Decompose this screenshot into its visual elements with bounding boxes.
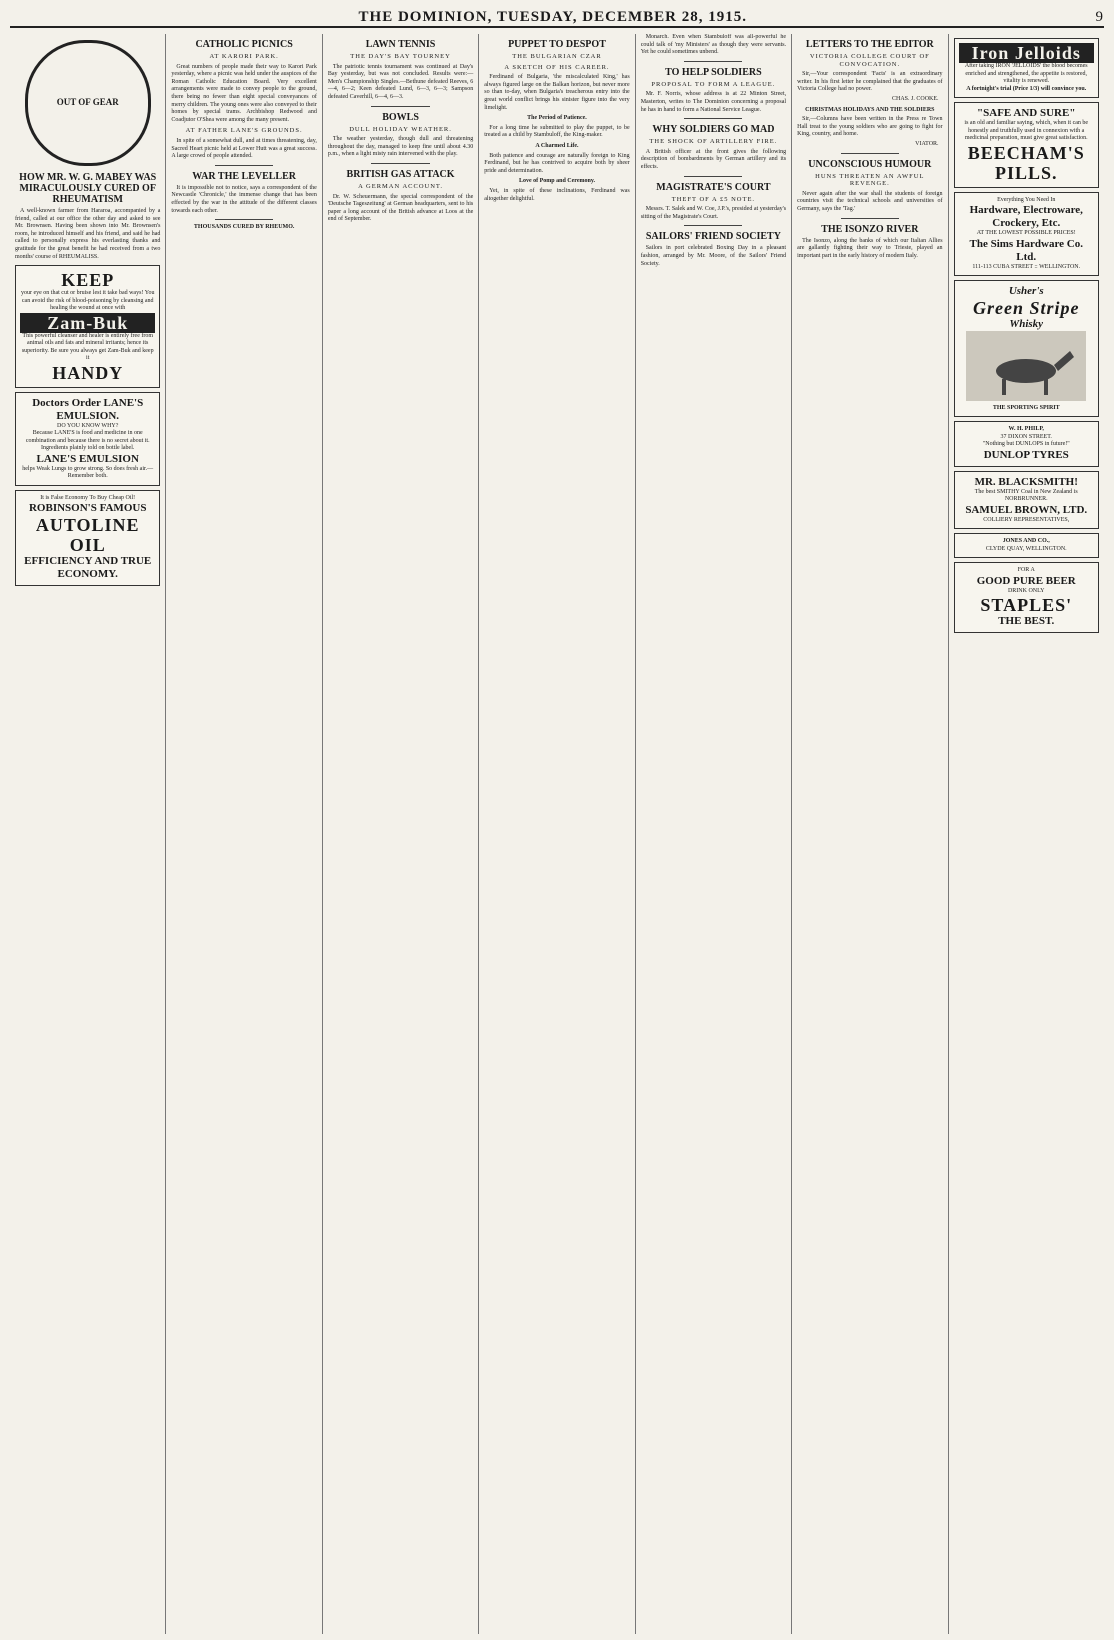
sketch-career-sub: A SKETCH OF HIS CAREER.	[504, 63, 610, 71]
karori-park-sub: AT KARORI PARK.	[209, 53, 279, 60]
keep-body: your eye on that cut or bruise lest it take bad ways! You can avoid the risk of blood-poisoning by cleansing and healing the wound at once with	[20, 290, 155, 312]
divider	[684, 61, 742, 62]
lawn-tennis-headline: LAWN TENNIS	[365, 39, 436, 50]
signature-cooke: CHAS. J. COOKE.	[892, 95, 939, 102]
divider	[215, 165, 273, 166]
letters-headline: LETTERS TO THE EDITOR	[805, 39, 934, 50]
isonzo-headline: THE ISONZO RIVER	[821, 223, 919, 235]
iron-jelloids-body: After taking IRON 'JELLOIDS' the blood becomes enriched and strengthened, the appetite is restored, vitality is renewed.	[964, 63, 1088, 84]
days-bay-sub: THE DAY'S BAY TOURNEY	[350, 53, 451, 60]
beechams-ad	[954, 102, 1099, 188]
column-4	[479, 34, 635, 1634]
ferdinand-body: Ferdinand of Bulgaria, 'the miscalculated King,' has always figured large on the Balkan horizon, but never more so than to-day, when Bulgaria's treacherous entry into the great world conflict brings his sinister figure into the very limelight.	[484, 74, 630, 111]
charmed-life-sub: A Charmed Life.	[535, 142, 579, 149]
unconscious-humour-headline: UNCONSCIOUS HUMOUR	[808, 158, 932, 170]
charmed-life-body: Both patience and courage are naturally foreign to King Ferdinand, but he has contrived to acquire both by sheer pride and determination.	[484, 152, 630, 174]
divider	[684, 225, 742, 226]
seal-text: OUT OF GEAR	[56, 97, 119, 108]
convocation-body: Sir,—Your correspondent 'Facts' is an extraordinary writer. In his first letter he complained that the graduates of Victoria College had no power.	[797, 71, 943, 93]
sims-hardware-ad	[954, 192, 1099, 277]
pomp-ceremony-sub: Love of Pomp and Ceremony.	[518, 178, 595, 185]
out-of-gear-seal	[25, 40, 151, 166]
zambuk-body: This powerful cleanser and healer is entirely free from animal oils and fats and mineral irritants; hence its superiority. Be sure you always get Zam-Buk and keep it	[21, 332, 154, 362]
sailors-friend-body: Sailors in port celebrated Boxing Day in a pleasant fashion, arranged by Mr. Moore, of the Sailors' Friend Society.	[640, 245, 787, 267]
iron-jelloids-trial: A fortnight's trial (Price 1/3) will convince you.	[966, 85, 1087, 92]
dull-weather-sub: DULL HOLIDAY WEATHER.	[349, 125, 452, 133]
tennis-body: The patriotic tennis tournament was continued at Day's Bay yesterday, but was not concluded. Results were:— Men's Championship Singles.—Bethune defeated Reeves, 6—4, 6—2; Keen defeated Lund, 6—3, 6—3; Sampson defeated Caverhill, 6—4, 6—3.	[327, 63, 474, 100]
masthead-title: THE DOMINION, TUESDAY, DECEMBER 28, 1915.	[358, 9, 747, 25]
staples-line1: FOR A	[1017, 567, 1035, 574]
column-2	[166, 34, 322, 1634]
zambuk-logo: Zam-Buk	[20, 313, 155, 333]
jones-line2: CLYDE QUAY, WELLINGTON.	[985, 545, 1067, 552]
divider	[841, 153, 899, 154]
column-7	[949, 34, 1104, 1634]
convocation-sub: VICTORIA COLLEGE COURT OF CONVOCATION.	[809, 53, 930, 68]
autoline-line2: ROBINSON'S FAMOUS	[28, 502, 147, 515]
pomp-body: Yet, in spite of these inclinations, Ferdinand was altogether delightful.	[484, 187, 630, 202]
dunlop-line1: "Nothing but DUNLOPS in future!"	[982, 441, 1070, 448]
soldiers-mad-body: A British officer at the front gives the following description of bombardments by German artillery and its effects.	[640, 148, 787, 170]
mabey-headline: HOW MR. W. G. MABEY WAS MIRACULOUSLY CURED OF RHEUMATISM	[19, 172, 157, 205]
autoline-line5: EFFICIENCY AND TRUE ECONOMY.	[24, 555, 152, 581]
soldiers-mad-headline: WHY SOLDIERS GO MAD	[652, 124, 775, 136]
league-sub: PROPOSAL TO FORM A LEAGUE.	[651, 80, 776, 88]
divider	[371, 163, 429, 164]
handy-heading: HANDY	[52, 362, 124, 383]
sims-line3: AT THE LOWEST POSSIBLE PRICES!	[976, 230, 1076, 236]
period-patience-sub: The Period of Patience.	[527, 115, 587, 122]
sims-line4: The Sims Hardware Co. Ltd.	[969, 237, 1083, 263]
autoline-line1: It is False Economy To Buy Cheap Oil!	[40, 494, 136, 501]
signature-viator: VIATOR.	[915, 140, 939, 147]
war-leveller-headline: WAR THE LEVELLER	[192, 170, 296, 182]
divider	[684, 176, 742, 177]
divider	[371, 106, 429, 107]
philp-line2: 37 DIXON STREET.	[1000, 433, 1052, 440]
gas-attack-body: Dr. W. Scheuermann, the special correspondent of the 'Deutsche Tageszeitung' at German headquarters, sent to his paper a long account of the British advance at Loos at the end of September.	[327, 193, 474, 223]
autoline-ad	[15, 490, 160, 587]
father-lane-sub: AT FATHER LANE'S GROUNDS.	[185, 127, 303, 135]
huns-sub: HUNS THREATEN AN AWFUL REVENGE.	[815, 172, 925, 188]
lanes-ad	[15, 392, 160, 486]
mabey-body: A well-known farmer from Hararoa, accompanied by a friend, called at our office the other day and asked to see Mr. Brownsen. Having been shown into Mr. Brownsen's room, he introduced himself and his friend, and said he had called to personally express his everlasting thanks and gratitude for the great benefit he had received from a two months' course of RHEUMALISS.	[15, 208, 161, 260]
divider	[841, 218, 899, 219]
patience-body: For a long time he submitted to play the puppet, to be treated as a child by Stambuloff, the King-maker.	[484, 124, 630, 139]
staples-line4: STAPLES'	[980, 595, 1073, 616]
blacksmith-line4: COLLIERY REPRESENTATIVES,	[983, 516, 1070, 523]
philp-line1: W. H. PHILP,	[1008, 426, 1044, 433]
ushers-line4: THE SPORTING SPIRIT	[992, 404, 1060, 411]
artillery-sub: THE SHOCK OF ARTILLERY FIRE.	[649, 138, 778, 146]
ushers-ad	[954, 280, 1099, 417]
lanes-question: DO YOU KNOW WHY?	[57, 422, 119, 429]
iron-jelloids-logo: Iron Jelloids	[959, 43, 1094, 63]
christmas-soldiers-body: Sir,—Columns have been written in the Press re Town Hall treat to the young soldiers who are going to fight for King, country, and home.	[797, 116, 943, 138]
column-1	[10, 34, 166, 1634]
blacksmith-ad	[954, 471, 1099, 530]
isonzo-body: The Isonzo, along the banks of which our Italian Allies are gallantly fighting their way to Trieste, played an important part in the early history of modern Italy.	[797, 237, 943, 259]
lanes-heading: Doctors Order LANE'S EMULSION.	[32, 396, 144, 422]
safe-sure-heading: "SAFE AND SURE"	[977, 107, 1076, 119]
iron-jelloids-ad	[954, 38, 1099, 98]
page-number: 9	[1095, 9, 1104, 25]
autoline-line4: OIL	[69, 535, 106, 556]
sims-line1: Everything You Need In	[997, 196, 1056, 203]
ushers-line2: Green Stripe	[972, 298, 1080, 318]
safe-sure-body: is an old and familiar saying, which, when it can be honestly and truthfully used in connexion with a medicinal preparation, must give great satisfaction.	[964, 120, 1089, 141]
column-3	[323, 34, 479, 1634]
lanes-tagline: helps Weak Lungs to grow strong. So does fresh air.—Remember both.	[22, 465, 154, 480]
autoline-line3: AUTOLINE	[35, 515, 140, 536]
bowls-headline: BOWLS	[382, 111, 419, 123]
blacksmith-line3: SAMUEL BROWN, LTD.	[965, 503, 1088, 516]
ferdinand-continued: Monarch. Even when Stambuloff was all-powerful he could talk of 'my Ministers' as though they were servants. Yet he could sometimes unbend.	[640, 34, 787, 56]
help-soldiers-headline: TO HELP SOLDIERS	[665, 66, 762, 78]
theft-sub: THEFT OF A £5 NOTE.	[671, 195, 756, 203]
philp-dunlop-ad	[954, 421, 1099, 467]
christmas-soldiers-headline: CHRISTMAS HOLIDAYS AND THE SOLDIERS	[805, 106, 935, 113]
sailors-friend-headline: SAILORS' FRIEND SOCIETY	[645, 231, 781, 243]
help-soldiers-body: Mr. F. Norris, whose address is at 22 Minton Street, Masterton, writes to The Dominion concerning a proposal he has in hand to form a National Service League.	[640, 91, 787, 113]
divider	[684, 118, 742, 119]
column-6	[792, 34, 948, 1634]
staples-line2: GOOD PURE BEER	[976, 574, 1076, 587]
catholic-picnics-headline: CATHOLIC PICNICS	[195, 39, 293, 50]
masthead	[10, 4, 1104, 28]
bulgarian-czar-sub: THE BULGARIAN CZAR	[512, 53, 602, 60]
blacksmith-line1: MR. BLACKSMITH!	[974, 475, 1078, 488]
keep-heading: KEEP	[61, 270, 115, 291]
lanes-name: LANE'S EMULSION	[36, 452, 139, 465]
bowls-body: The weather yesterday, though dull and threatening throughout the day, managed to keep fine until about 4.30 p.m., when a light misty rain intervened with the play.	[327, 136, 474, 158]
gas-attack-headline: BRITISH GAS ATTACK	[346, 168, 455, 180]
father-lane-body: In spite of a somewhat dull, and at times threatening, day, Sacred Heart picnic held at Lower Hutt was a great success. A large crowd of people attended.	[171, 137, 317, 160]
german-account-sub: A GERMAN ACCOUNT.	[358, 182, 444, 190]
jones-ad	[954, 533, 1099, 558]
columns	[10, 34, 1104, 1634]
horse-illustration-icon	[966, 331, 1086, 401]
magistrates-headline: MAGISTRATE'S COURT	[656, 181, 771, 193]
staples-line5: THE BEST.	[998, 615, 1055, 628]
divider	[215, 219, 273, 220]
humour-body: Never again after the war shall the students of foreign countries visit the technical schools and universities of Germany, says the 'Tag.'	[797, 190, 943, 212]
lanes-body: Because LANE'S is food and medicine in one combination and because there is no secret about it. Ingredients plainly told on bottle label.	[25, 430, 150, 452]
magistrates-body: Messrs. T. Salek and W. Coe, J.P.'s, presided at yesterday's sitting of the Magistrate's Court.	[640, 206, 787, 220]
staples-line3: DRINK ONLY	[1007, 587, 1045, 594]
rheumo-headline: THOUSANDS CURED BY RHEUMO.	[193, 224, 295, 231]
staples-ad	[954, 562, 1099, 633]
jones-line1: JONES AND CO.,	[1002, 538, 1050, 545]
sims-line5: 111-113 CUBA STREET :: WELLINGTON.	[972, 263, 1081, 270]
dunlop-line2: DUNLOP TYRES	[983, 448, 1069, 461]
column-5	[636, 34, 792, 1634]
zambuk-ad	[15, 265, 160, 388]
war-leveller-body: It is impossible not to notice, says a correspondent of the Newcastle 'Chronicle,' the immense change that has been effected by the war in the attitude of the different classes towards each other.	[171, 184, 317, 214]
sims-line2: Hardware, Electroware, Crockery, Etc.	[969, 204, 1083, 229]
catholic-picnics-body: Great numbers of people made their way to Karori Park yesterday, where a picnic was held under the auspices of the Roman Catholic Education Board. Very excellent arrangements were made to convey people to the ground, there being no fewer than eight special conveyances of merry children. The young ones were also conveyed to their homes by special trams. Archbishop Redwood and Coadjutor O'Shea were among the many present.	[171, 63, 317, 123]
blacksmith-line2: The best SMITHY Coal in New Zealand is NORBRUNNER.	[974, 488, 1078, 503]
puppet-despot-headline: PUPPET TO DESPOT	[508, 39, 606, 50]
beechams-logo: BEECHAM'S PILLS.	[967, 142, 1085, 183]
ushers-line1: Usher's	[1008, 285, 1044, 297]
ushers-line3: Whisky	[1009, 318, 1044, 330]
